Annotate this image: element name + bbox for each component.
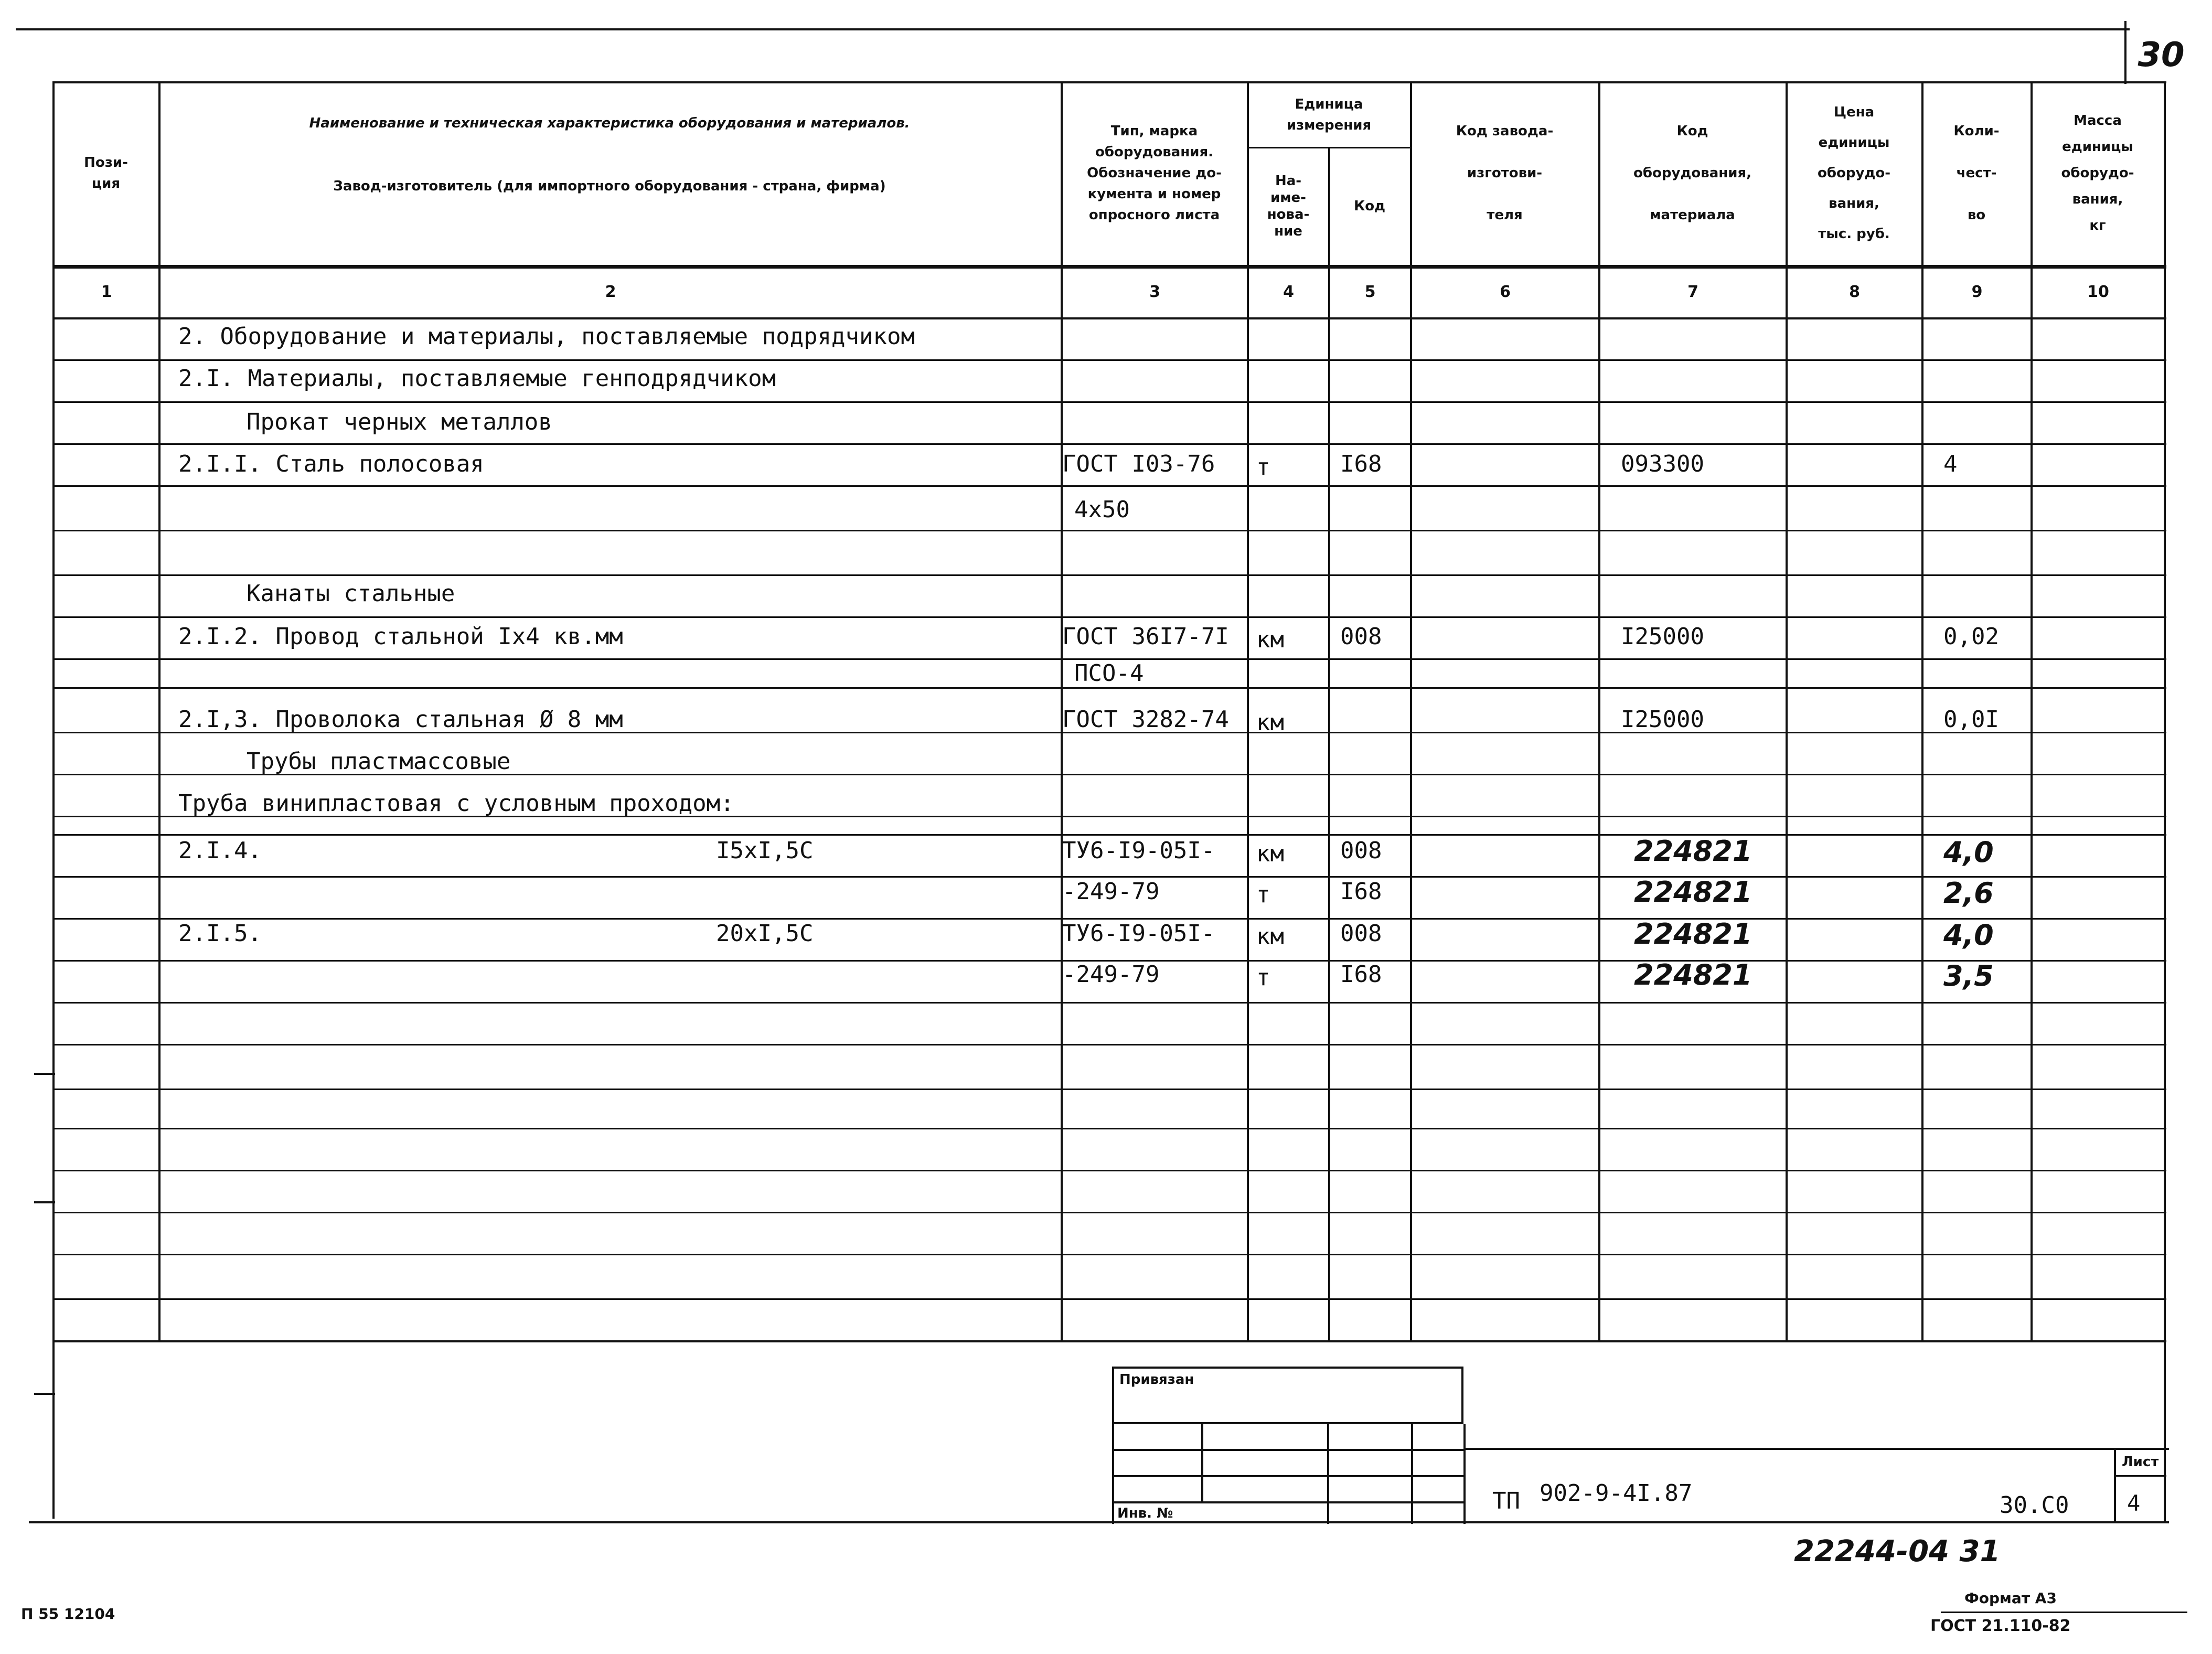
row-document: ГОСТ 3282-74 bbox=[1062, 706, 1229, 733]
row-unit: км bbox=[1256, 840, 1284, 867]
row-unit-code: I68 bbox=[1340, 878, 1382, 905]
row-quantity: 0,0I bbox=[1943, 706, 1999, 733]
row-name: 2.I.I. Сталь полосовая bbox=[178, 451, 484, 477]
header-units: Единица измерения bbox=[1286, 97, 1372, 133]
row-unit: км bbox=[1256, 709, 1284, 736]
stamp-tp-code: 902-9-4I.87 bbox=[1540, 1480, 1693, 1507]
row-unit-code: 008 bbox=[1340, 623, 1382, 650]
column-number-7: 7 bbox=[1687, 282, 1698, 301]
row-material-code: 093300 bbox=[1621, 451, 1704, 477]
column-number-1: 1 bbox=[101, 282, 112, 301]
header-position: Пози- ция bbox=[84, 155, 128, 191]
row-name: 2.I.2. Провод стальной Iх4 кв.мм bbox=[178, 623, 623, 650]
row-document: 4х50 bbox=[1074, 496, 1130, 523]
column-number-9: 9 bbox=[1971, 282, 1983, 301]
header-price: Цена единицы оборудо- вания, тыс. руб. bbox=[1817, 104, 1891, 242]
row-name: 2.I,3. Проволока стальная Ø 8 мм bbox=[178, 706, 623, 733]
row-document: -249-79 bbox=[1062, 961, 1160, 988]
column-number-8: 8 bbox=[1849, 282, 1860, 301]
row-document: ГОСТ 36I7-7I bbox=[1062, 623, 1229, 650]
header-material-code: Код оборудования, материала bbox=[1633, 123, 1752, 223]
row-material-code-handwritten: 224821 bbox=[1634, 958, 1752, 991]
sheet-corner-number: 30 bbox=[2138, 36, 2185, 74]
row-unit: т bbox=[1256, 964, 1270, 991]
row-unit: км bbox=[1256, 923, 1284, 950]
row-document: ГОСТ I03-76 bbox=[1062, 451, 1215, 477]
gost-label: ГОСТ 21.110-82 bbox=[1930, 1617, 2071, 1635]
row-name: Труба винипластовая с условным проходом: bbox=[178, 790, 734, 817]
header-mass: Масса единицы оборудо- вания, кг bbox=[2061, 113, 2134, 233]
row-document: ТУ6-I9-05I- bbox=[1062, 837, 1215, 864]
column-number-10: 10 bbox=[2087, 282, 2109, 301]
row-material-code-handwritten: 224821 bbox=[1634, 835, 1752, 868]
footer-left-code: П 55 12104 bbox=[21, 1605, 115, 1623]
row-quantity-handwritten: 3,5 bbox=[1943, 959, 1994, 993]
stamp-sheet-code: 30.С0 bbox=[2000, 1492, 2069, 1519]
row-name: Прокат черных металлов bbox=[247, 409, 552, 435]
row-unit: т bbox=[1256, 454, 1270, 481]
header-factory-code: Код завода- изготови- теля bbox=[1456, 123, 1554, 223]
column-number-3: 3 bbox=[1149, 282, 1160, 301]
header-name bbox=[161, 105, 1059, 142]
header-manufacturer bbox=[161, 168, 1059, 205]
row-name: 2.I.4. bbox=[178, 837, 262, 864]
row-material-code: I25000 bbox=[1621, 623, 1704, 650]
row-document: ТУ6-I9-05I- bbox=[1062, 920, 1215, 947]
row-unit-code: I68 bbox=[1340, 451, 1382, 477]
row-size: 20хI,5С bbox=[716, 920, 814, 947]
header-quantity: Коли- чест- во bbox=[1953, 123, 2000, 223]
column-number-4: 4 bbox=[1283, 282, 1294, 301]
header-unit-name: На- име- нова- ние bbox=[1267, 173, 1310, 239]
stamp-inv-label: Инв. № bbox=[1117, 1506, 1173, 1521]
column-number-5: 5 bbox=[1364, 282, 1376, 301]
row-quantity-handwritten: 2,6 bbox=[1943, 877, 1994, 910]
stamp-privyazan-box bbox=[1112, 1367, 1463, 1424]
row-document: -249-79 bbox=[1062, 878, 1160, 905]
header-type: Тип, марка оборудования. Обозначение до- кумента и номер опросного листа bbox=[1087, 123, 1222, 223]
row-unit: т bbox=[1256, 881, 1270, 908]
handwritten-footer-number: 22244-04 31 bbox=[1794, 1534, 2001, 1568]
row-name: Канаты стальные bbox=[247, 580, 455, 607]
row-name: 2. Оборудование и материалы, поставляемые подрядчиком bbox=[178, 323, 915, 350]
format-label: Формат А3 bbox=[1964, 1589, 2057, 1607]
row-document: ПСО-4 bbox=[1074, 660, 1144, 687]
stamp-privyazan-label: Привязан bbox=[1119, 1372, 1194, 1388]
stamp-list-number: 4 bbox=[2127, 1490, 2141, 1516]
column-number-6: 6 bbox=[1500, 282, 1511, 301]
stamp-tp-prefix: ТП bbox=[1492, 1488, 1520, 1514]
header-name-line2: Завод-изготовитель (для импортного оборудования - страна, фирма) bbox=[333, 178, 886, 194]
header-unit-code: Код bbox=[1353, 198, 1386, 214]
row-name: Трубы пластмассовые bbox=[247, 748, 511, 775]
header-name-line1: Наименование и техническая характеристика оборудования и материалов. bbox=[309, 115, 910, 131]
column-number-2: 2 bbox=[605, 282, 616, 301]
row-quantity-handwritten: 4,0 bbox=[1943, 919, 1994, 952]
row-material-code-handwritten: 224821 bbox=[1634, 917, 1752, 951]
row-size: I5хI,5С bbox=[716, 837, 814, 864]
row-quantity: 4 bbox=[1943, 451, 1958, 477]
row-unit-code: 008 bbox=[1340, 837, 1382, 864]
row-name: 2.I.5. bbox=[178, 920, 262, 947]
row-name: 2.I. Материалы, поставляемые генподрядчиком bbox=[178, 365, 776, 392]
row-unit: км bbox=[1256, 626, 1284, 653]
row-material-code-handwritten: 224821 bbox=[1634, 876, 1752, 909]
row-unit-code: 008 bbox=[1340, 920, 1382, 947]
row-material-code: I25000 bbox=[1621, 706, 1704, 733]
row-quantity-handwritten: 4,0 bbox=[1943, 836, 1994, 869]
row-unit-code: I68 bbox=[1340, 961, 1382, 988]
stamp-list-label: Лист bbox=[2122, 1454, 2159, 1470]
row-quantity: 0,02 bbox=[1943, 623, 1999, 650]
